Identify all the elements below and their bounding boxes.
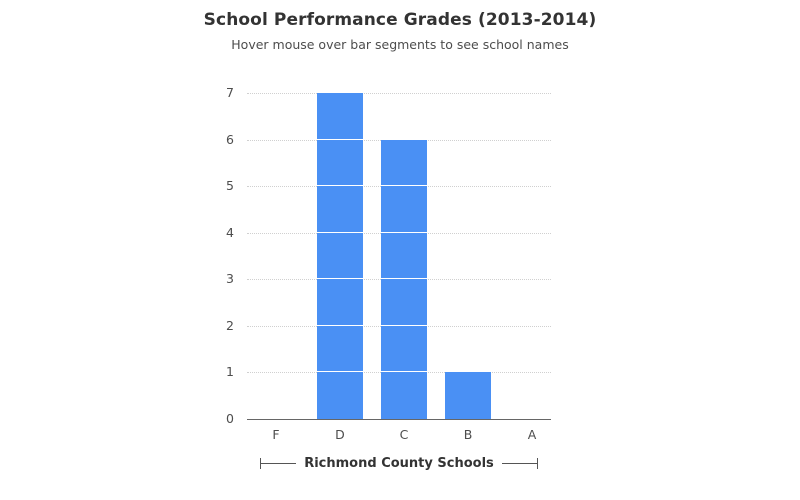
x-tick-label: C [399, 427, 409, 442]
plot-area [247, 93, 551, 419]
x-axis-line [247, 419, 551, 420]
chart-subtitle: Hover mouse over bar segments to see school names [231, 37, 569, 52]
segment-divider [317, 139, 363, 140]
x-axis-tick-labels [247, 427, 551, 447]
y-tick-label: 6 [226, 131, 234, 147]
segment-divider [381, 185, 427, 186]
y-tick-label: 3 [226, 271, 234, 287]
x-tick-label: A [527, 427, 537, 442]
x-axis-title: Richmond County Schools [304, 455, 494, 471]
y-tick-label: 7 [226, 85, 234, 100]
bar-segment[interactable] [317, 93, 363, 419]
x-tick-label: F [272, 427, 280, 442]
x-tick-label: D [335, 427, 345, 442]
gridline [247, 93, 551, 94]
bar-segment[interactable] [445, 372, 491, 419]
y-axis-tick-labels [202, 85, 234, 426]
y-tick-label: 4 [226, 224, 234, 240]
segment-divider [317, 325, 363, 326]
y-tick-label: 0 [226, 411, 234, 426]
x-axis-caption [247, 452, 551, 474]
y-tick-label: 5 [226, 178, 234, 194]
segment-divider [317, 278, 363, 279]
bracket-left-icon [260, 458, 296, 468]
segment-divider [317, 232, 363, 233]
segment-divider [381, 232, 427, 233]
y-tick-label: 2 [226, 317, 234, 333]
segment-divider [381, 371, 427, 372]
segment-divider [381, 278, 427, 279]
chart-title: School Performance Grades (2013-2014) [203, 10, 597, 30]
y-tick-label: 1 [226, 364, 234, 380]
bracket-right-icon [502, 458, 538, 468]
x-tick-label: B [463, 427, 473, 442]
bar-segment[interactable] [381, 140, 427, 419]
segment-divider [381, 325, 427, 326]
segment-divider [317, 371, 363, 372]
segment-divider [317, 185, 363, 186]
